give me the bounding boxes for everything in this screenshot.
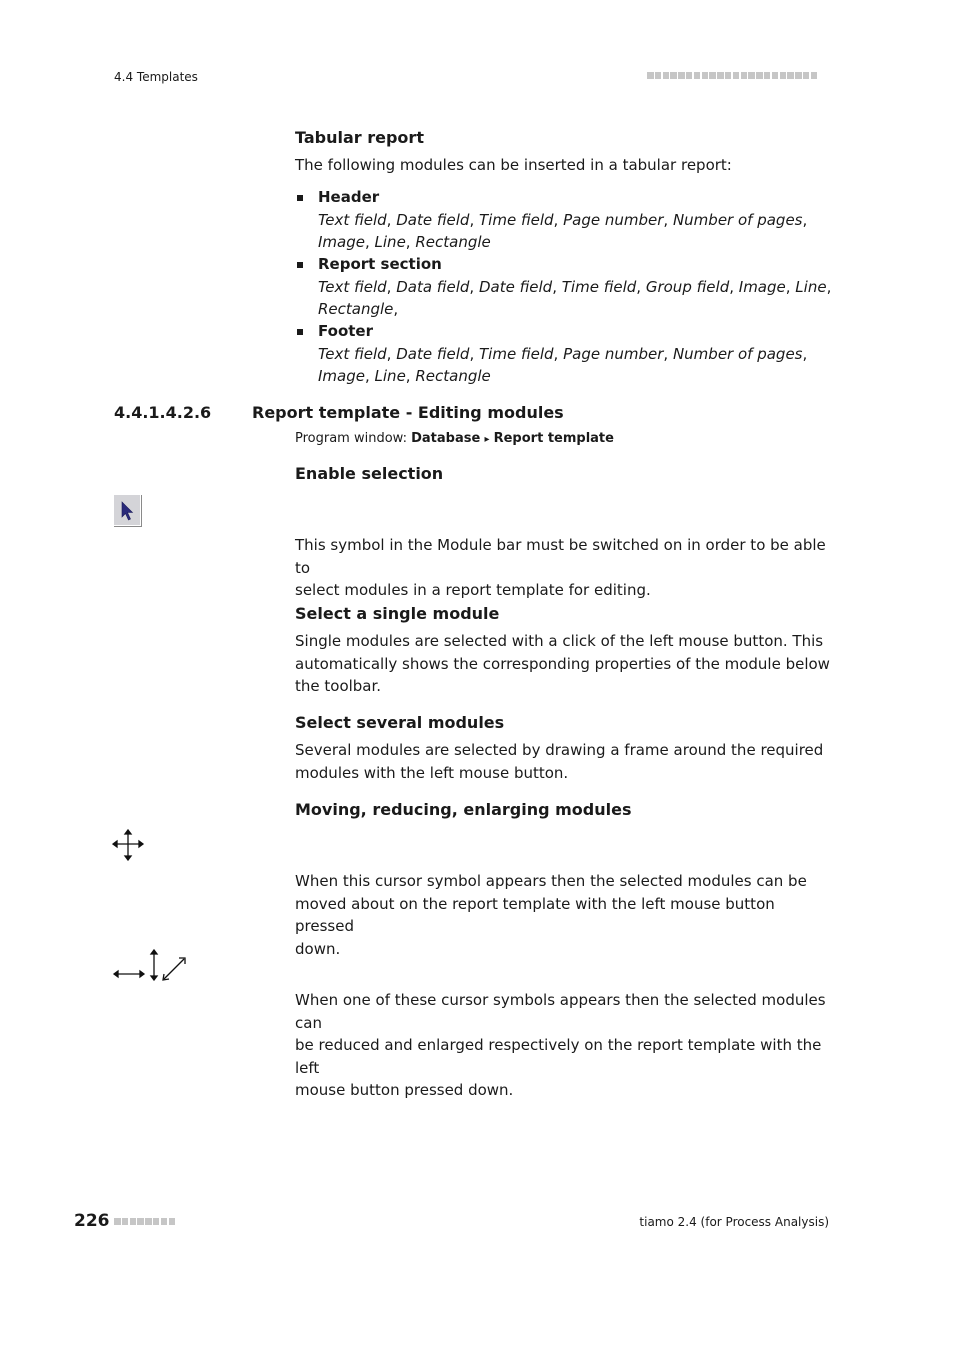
decorative-dot [811, 72, 818, 79]
module-field-name: Page number [563, 210, 664, 229]
module-field-name: Time field [561, 277, 637, 296]
module-group-title: Footer [318, 322, 373, 340]
decorative-dot [709, 72, 716, 79]
moving-heading: Moving, reducing, enlarging modules [295, 800, 632, 819]
decorative-dot [756, 72, 763, 79]
page-number: 226 [74, 1211, 110, 1231]
module-field-name: Line [374, 367, 406, 385]
enable-selection-heading: Enable selection [295, 464, 444, 483]
decorative-dot [717, 72, 724, 79]
program-window-path [295, 431, 614, 446]
footer-dot-strip [114, 1218, 175, 1225]
decorative-dot [702, 72, 709, 79]
bullet-icon [297, 329, 303, 335]
decorative-dot [725, 72, 732, 79]
decorative-dot [114, 1218, 121, 1225]
decorative-dot [130, 1218, 137, 1225]
decorative-dot [686, 72, 693, 79]
module-field-name: Image [318, 233, 365, 251]
module-field-name: Page number [563, 344, 664, 363]
move-cursor-icon [112, 828, 146, 866]
module-group-fields: Text field, Date field, Time field, Page number, Number of pages, Image, Line, Rectangle [318, 210, 808, 251]
nav-prefix: Program window: [295, 431, 412, 446]
move-text: When this cursor symbol appears then the selected modules can be moved about on the report template with the left mouse button pressed down. [295, 872, 807, 958]
decorative-dot [741, 72, 748, 79]
module-field-name: Date field [478, 277, 553, 296]
decorative-dot [663, 72, 670, 79]
nav-item-report-template: Report template [493, 431, 614, 446]
module-field-name: Line [374, 233, 406, 251]
module-field-name: Number of pages [672, 210, 803, 229]
module-field-name: Image [738, 277, 786, 296]
decorative-dot [137, 1218, 144, 1225]
module-field-name: Text field [318, 277, 387, 296]
module-group-title: Report section [318, 255, 442, 273]
module-list-item [295, 186, 835, 254]
product-name: tiamo 2.4 (for Process Analysis) [639, 1215, 829, 1229]
module-group-fields: Text field, Data field, Date field, Time field, Group field, Image, Line, Rectangle, [318, 277, 832, 318]
module-field-name: Date field [396, 344, 470, 363]
module-field-name: Line [795, 277, 827, 296]
decorative-dot [787, 72, 794, 79]
decorative-dot [780, 72, 787, 79]
enable-selection-text: This symbol in the Module bar must be switched on in order to be able to select modules in a report template for editing. [295, 536, 826, 599]
module-group-fields: Text field, Date field, Time field, Page number, Number of pages, Image, Line, Rectangle [318, 344, 808, 385]
select-single-heading: Select a single module [295, 604, 500, 623]
module-field-name: Data field [396, 277, 470, 296]
decorative-dot [748, 72, 755, 79]
diagonal-resize-icon [160, 948, 190, 982]
decorative-dot [678, 72, 685, 79]
module-list-item [295, 253, 835, 321]
decorative-dot [670, 72, 677, 79]
section-title: Report template - Editing modules [252, 403, 564, 422]
select-several-heading: Select several modules [295, 713, 505, 732]
module-field-name: Text field [318, 210, 387, 229]
module-field-name: Rectangle [415, 233, 491, 251]
select-several-text: Several modules are selected by drawing a frame around the required modules with the left mouse button. [295, 741, 824, 782]
decorative-dot [803, 72, 810, 79]
module-list-item [295, 320, 835, 388]
decorative-dot [169, 1218, 176, 1225]
module-field-name: Time field [479, 344, 554, 363]
resize-cursor-icons [112, 948, 192, 982]
bullet-icon [297, 262, 303, 268]
module-field-name: Rectangle [415, 367, 491, 385]
decorative-dot [145, 1218, 152, 1225]
section-number: 4.4.1.4.2.6 [114, 403, 212, 422]
running-header: 4.4 Templates [114, 70, 198, 84]
selection-arrow-icon [113, 494, 141, 526]
decorative-dot [161, 1218, 168, 1225]
module-field-name: Image [318, 367, 365, 385]
decorative-dot [153, 1218, 160, 1225]
module-field-name: Time field [479, 210, 554, 229]
module-field-name: Text field [318, 344, 387, 363]
bullet-icon [297, 195, 303, 201]
decorative-dot [764, 72, 771, 79]
module-field-name: Rectangle [318, 300, 394, 318]
module-field-name: Date field [396, 210, 470, 229]
select-single-text: Single modules are selected with a click of the left mouse button. This automatically shows the corresponding properties of the module below the toolbar. [295, 632, 830, 695]
nav-separator-icon: ▸ [484, 434, 490, 445]
decorative-dot [647, 72, 654, 79]
decorative-dot [655, 72, 662, 79]
module-field-name: Number of pages [672, 344, 803, 363]
module-field-name: Group field [645, 277, 730, 296]
module-group-title: Header [318, 188, 380, 206]
tabular-report-heading: Tabular report [295, 128, 424, 147]
tabular-report-intro: The following modules can be inserted in a tabular report: [295, 156, 732, 174]
header-dot-strip [647, 72, 817, 79]
decorative-dot [122, 1218, 129, 1225]
nav-item-database: Database [411, 431, 481, 446]
horizontal-resize-icon [112, 948, 146, 982]
resize-text: When one of these cursor symbols appears then the selected modules can be reduced and enlarged respectively on the report template with the left mouse button pressed down. [295, 991, 826, 1099]
decorative-dot [795, 72, 802, 79]
decorative-dot [733, 72, 740, 79]
decorative-dot [694, 72, 701, 79]
decorative-dot [772, 72, 779, 79]
